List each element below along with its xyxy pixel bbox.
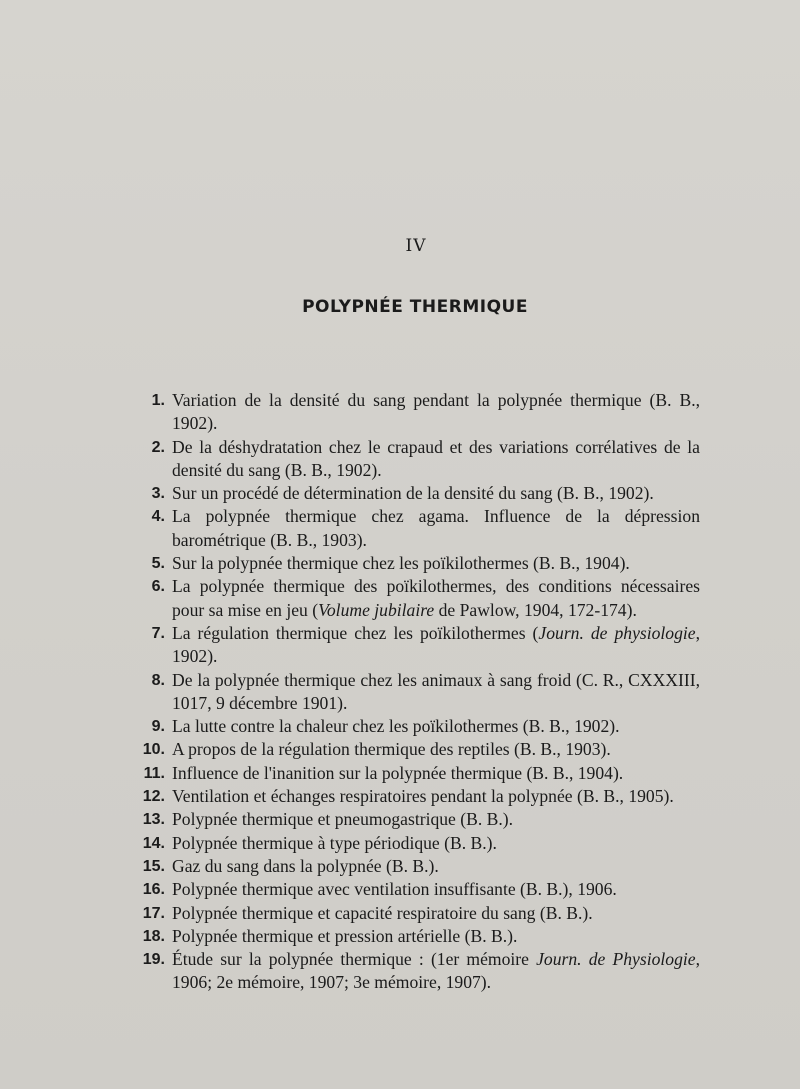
list-item bbox=[130, 785, 700, 808]
bibliography-list bbox=[130, 389, 700, 995]
list-item bbox=[130, 762, 700, 785]
list-item bbox=[130, 832, 700, 855]
entry-text: La polypnée thermique chez agama. Influence de la dépression barométrique (B. B., 1903). bbox=[172, 506, 700, 550]
entry-number: 11. bbox=[143, 764, 165, 782]
section-number: IV bbox=[405, 236, 427, 256]
entry-text: De la polypnée thermique chez les animaux à sang froid (C. R., CXXXIII, 1017, 9 décembre 1901). bbox=[172, 669, 700, 713]
list-item bbox=[130, 669, 700, 716]
list-item bbox=[130, 715, 700, 738]
list-item bbox=[130, 902, 700, 925]
entry-text: A propos de la régulation thermique des reptiles (B. B., 1903). bbox=[172, 739, 611, 760]
entry-text: Influence de l'inanition sur la polypnée thermique (B. B., 1904). bbox=[172, 762, 624, 783]
entry-number: 10. bbox=[142, 741, 165, 759]
list-item bbox=[130, 878, 700, 901]
entry-text-before: La polypnée thermique des poïkilothermes, des conditions nécessaires pour sa mise en jeu ( bbox=[172, 576, 700, 620]
entry-text bbox=[172, 949, 700, 992]
entry-journal-title: Journ. de physiologie bbox=[538, 622, 696, 643]
list-item bbox=[130, 738, 700, 761]
entry-number: 8. bbox=[151, 671, 165, 689]
entry-text: Polypnée thermique avec ventilation insuffisante (B. B.), 1906. bbox=[172, 879, 617, 900]
list-item bbox=[130, 925, 700, 948]
entry-text bbox=[172, 576, 700, 619]
list-item bbox=[130, 552, 700, 575]
entry-number: 6. bbox=[151, 578, 165, 596]
entry-number: 12. bbox=[142, 788, 165, 806]
list-item bbox=[130, 389, 700, 436]
list-item bbox=[130, 436, 700, 483]
entry-text: Gaz du sang dans la polypnée (B. B.). bbox=[172, 855, 439, 876]
entry-text-after: , 1906; 2e mémoire, 1907; 3e mémoire, 1907). bbox=[172, 949, 700, 993]
list-item bbox=[130, 808, 700, 831]
entry-number: 1. bbox=[151, 392, 165, 409]
page-title: POLYPNÉE THERMIQUE bbox=[302, 297, 528, 317]
entry-number: 3. bbox=[151, 485, 165, 503]
entry-number: 15. bbox=[142, 857, 165, 875]
entry-number: 2. bbox=[151, 438, 165, 456]
entry-text-after: de Pawlow, 1904, 172-174). bbox=[434, 599, 637, 620]
entry-text: Sur un procédé de détermination de la densité du sang (B. B., 1902). bbox=[172, 483, 654, 504]
entry-text bbox=[172, 623, 700, 666]
entry-number: 7. bbox=[151, 624, 165, 642]
entry-text: La lutte contre la chaleur chez les poïkilothermes (B. B., 1902). bbox=[172, 716, 620, 737]
list-item bbox=[130, 948, 700, 995]
entry-journal-title: Volume jubilaire bbox=[318, 599, 435, 620]
entry-number: 5. bbox=[151, 555, 165, 573]
list-item bbox=[130, 482, 700, 505]
entry-journal-title: Journ. de Physiologie bbox=[536, 949, 696, 970]
entry-number: 9. bbox=[151, 718, 165, 736]
entry-text-before: La régulation thermique chez les poïkilothermes ( bbox=[172, 622, 539, 643]
entry-text: Polypnée thermique et pneumogastrique (B. B.). bbox=[172, 809, 514, 830]
entry-text: Variation de la densité du sang pendant la polypnée thermique (B. B., 1902). bbox=[172, 390, 700, 434]
entry-number: 16. bbox=[142, 881, 165, 899]
entry-number: 18. bbox=[142, 927, 165, 945]
entry-number: 14. bbox=[142, 834, 165, 852]
entry-text: Sur la polypnée thermique chez les poïkilothermes (B. B., 1904). bbox=[172, 553, 630, 574]
list-item bbox=[130, 855, 700, 878]
entry-text: Ventilation et échanges respiratoires pendant la polypnée (B. B., 1905). bbox=[172, 786, 674, 807]
list-item bbox=[130, 575, 700, 622]
entry-text: Polypnée thermique à type périodique (B. B.). bbox=[172, 832, 497, 853]
entry-number: 17. bbox=[142, 904, 165, 922]
entry-text: Polypnée thermique et capacité respiratoire du sang (B. B.). bbox=[172, 902, 593, 923]
entry-text-after: , 1902). bbox=[172, 622, 700, 667]
list-item bbox=[130, 505, 700, 552]
entry-text-before: Étude sur la polypnée thermique : (1er mémoire bbox=[172, 949, 537, 970]
entry-text: Polypnée thermique et pression artérielle (B. B.). bbox=[172, 925, 518, 946]
entry-number: 4. bbox=[151, 508, 165, 526]
entry-number: 13. bbox=[142, 811, 165, 829]
entry-text: De la déshydratation chez le crapaud et des variations corrélatives de la densité du sang (B. B., 1902). bbox=[172, 436, 700, 480]
list-item bbox=[130, 622, 700, 669]
entry-number: 19. bbox=[142, 951, 165, 969]
